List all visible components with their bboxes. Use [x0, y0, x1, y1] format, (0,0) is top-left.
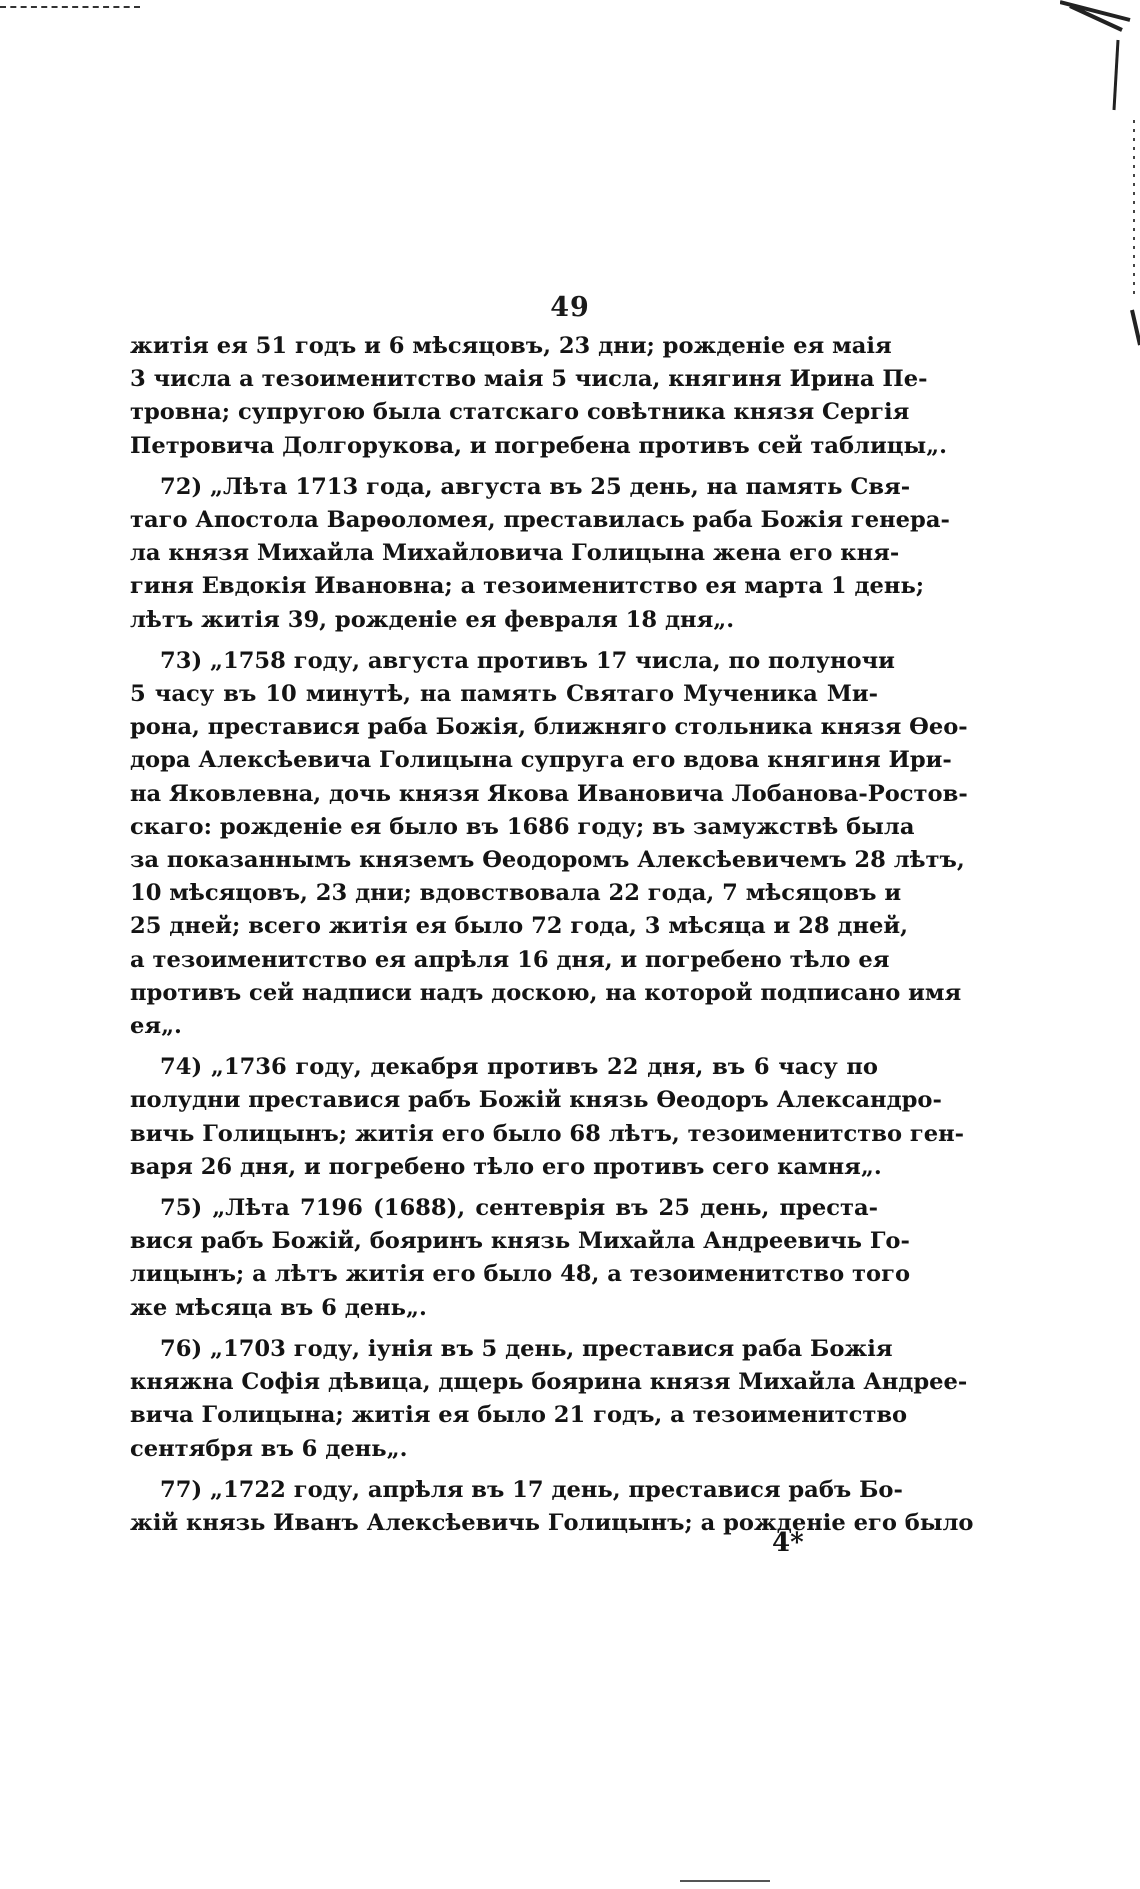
text-line: Петровича Долгорукова, и погребена противъ сей таблицы„.	[130, 432, 947, 459]
text-line: 74) „1736 году, декабря противъ 22 дня, въ 6 часу по	[160, 1054, 878, 1081]
text-line: 73) „1758 году, августа противъ 17 числа, по полуночи	[160, 647, 895, 674]
text-line: 76) „1703 году, іунія въ 5 день, преставися раба Божія	[160, 1335, 893, 1362]
text-line: княжна Софія дѣвица, дщерь боярина князя Михайла Андрее-	[130, 1369, 968, 1396]
text-line: противъ сей надписи надъ доскою, на которой подписано имя	[130, 979, 962, 1006]
text-line: рона, преставися раба Божія, ближняго стольника князя Ѳео-	[130, 714, 968, 741]
text-line: полудни преставися рабъ Божій князь Ѳеодоръ Александро-	[130, 1087, 942, 1114]
entry-73	[130, 645, 968, 1043]
text-line: же мѣсяца въ 6 день„.	[130, 1294, 427, 1321]
text-line: скаго: рожденіе ея было въ 1686 году; въ замужствѣ была	[130, 813, 915, 840]
page-body	[130, 330, 974, 1548]
text-line: дора Алексѣевича Голицына супруга его вдова княгиня Ири-	[130, 747, 952, 774]
text-line: варя 26 дня, и погребено тѣло его противъ сего камня„.	[130, 1153, 882, 1180]
page-number: 49	[550, 292, 590, 323]
entry-72	[130, 471, 950, 637]
text-line: сентября въ 6 день„.	[130, 1435, 408, 1462]
text-line: вичь Голицынъ; житія его было 68 лѣтъ, тезоименитство ген-	[130, 1120, 965, 1147]
text-line: а тезоименитство ея апрѣля 16 дня, и погребено тѣло ея	[130, 946, 890, 973]
text-line: таго Апостола Варѳоломея, преставилась раба Божія генера-	[130, 507, 950, 534]
text-line: 75) „Лѣта 7196 (1688), сентеврія въ 25 день, преста-	[160, 1195, 878, 1222]
text-line: тровна; супругою была статскаго совѣтника князя Сергія	[130, 399, 910, 426]
entry-76	[130, 1333, 968, 1466]
text-line: 72) „Лѣта 1713 года, августа въ 25 день, на память Свя-	[160, 473, 911, 500]
text-line: гиня Евдокія Ивановна; а тезоименитство ея марта 1 день;	[130, 573, 925, 600]
text-line: лицынъ; а лѣтъ житія его было 48, а тезоименитство того	[130, 1261, 911, 1288]
text-line: 3 числа а тезоименитство маія 5 числа, княгиня Ирина Пе-	[130, 366, 928, 393]
text-line: 77) „1722 году, апрѣля въ 17 день, преставися рабъ Бо-	[160, 1476, 903, 1503]
text-line: жій князь Иванъ Алексѣевичь Голицынъ; а рожденіе его было	[130, 1509, 974, 1536]
text-line: вися рабъ Божій, бояринъ князь Михайла Андреевичь Го-	[130, 1228, 910, 1255]
entry-continuation	[130, 330, 947, 463]
bottom-edge-rule	[680, 1880, 770, 1882]
entry-74	[130, 1051, 965, 1184]
text-line: лѣтъ житія 39, рожденіе ея февраля 18 дня„.	[130, 606, 735, 633]
top-edge-rule	[0, 6, 140, 8]
text-line: за показаннымъ княземъ Ѳеодоромъ Алексѣевичемъ 28 лѣтъ,	[130, 847, 965, 874]
text-line: житія ея 51 годъ и 6 мѣсяцовъ, 23 дни; рожденіе ея маія	[130, 333, 892, 359]
text-line: ла князя Михайла Михайловича Голицына жена его кня-	[130, 540, 900, 567]
text-line: 5 часу въ 10 минутѣ, на память Святаго Мученика Ми-	[130, 681, 878, 708]
entry-75	[130, 1192, 911, 1325]
text-line: ея„.	[130, 1013, 182, 1040]
text-line: на Яковлевна, дочь князя Якова Ивановича Лобанова-Ростов-	[130, 780, 968, 807]
entry-77	[130, 1474, 974, 1540]
text-line: 10 мѣсяцовъ, 23 дни; вдовствовала 22 года, 7 мѣсяцовъ и	[130, 880, 902, 907]
text-line: вича Голицына; житія ея было 21 годъ, а тезоименитство	[130, 1402, 908, 1429]
text-line: 25 дней; всего житія ея было 72 года, 3 мѣсяца и 28 дней,	[130, 913, 909, 940]
signature-mark: 4*	[772, 1528, 804, 1558]
